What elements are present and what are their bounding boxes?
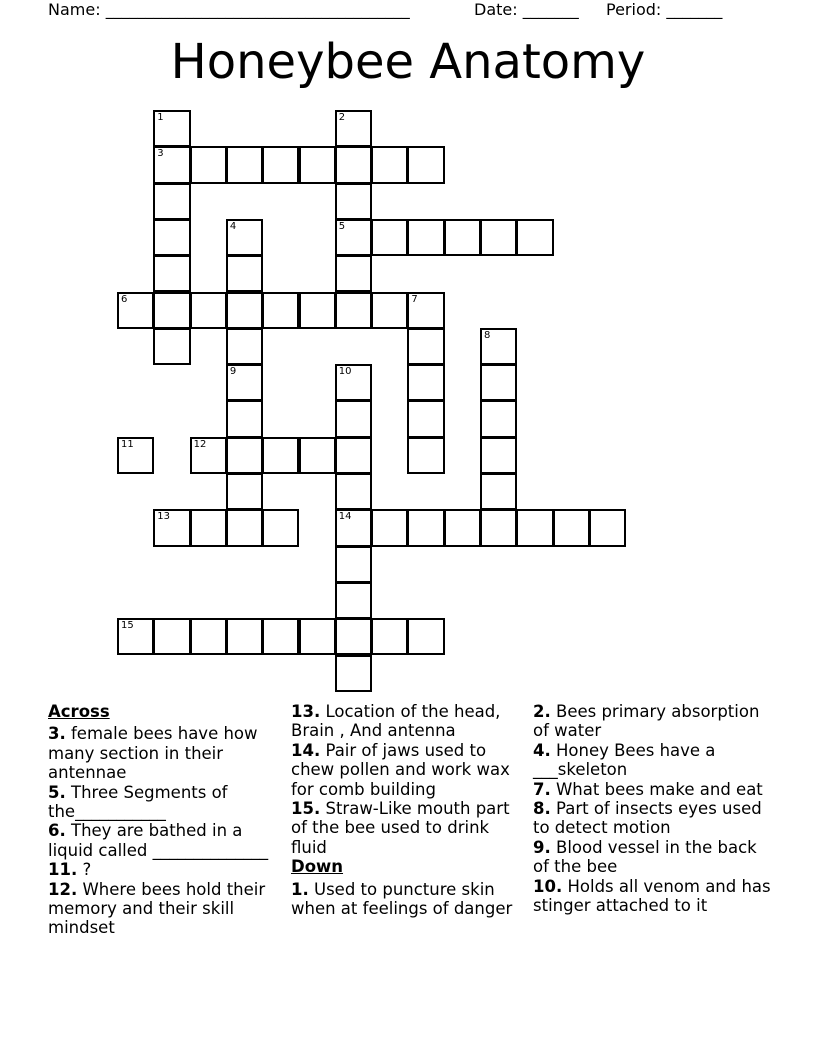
grid-cell[interactable] bbox=[226, 400, 263, 437]
clue-item bbox=[291, 741, 527, 799]
page-title: Honeybee Anatomy bbox=[170, 34, 646, 90]
grid-cell[interactable] bbox=[262, 146, 299, 183]
grid-cell[interactable] bbox=[190, 292, 227, 329]
date-blank: _______ bbox=[522, 0, 579, 19]
clue-item bbox=[533, 741, 773, 780]
clues-column-3 bbox=[533, 702, 773, 915]
grid-cell[interactable] bbox=[480, 364, 517, 401]
grid-cell[interactable] bbox=[516, 219, 553, 256]
grid-cell[interactable] bbox=[407, 400, 444, 437]
clue-item bbox=[533, 799, 773, 838]
grid-cell[interactable] bbox=[226, 618, 263, 655]
grid-cell[interactable] bbox=[371, 146, 408, 183]
grid-cell[interactable] bbox=[335, 582, 372, 619]
clue-number: 5. bbox=[48, 782, 66, 802]
clue-number: 15. bbox=[291, 799, 321, 819]
clue-text: Part of insects eyes used to detect motion bbox=[533, 799, 762, 838]
clue-number: 14. bbox=[291, 740, 321, 760]
clue-text: What bees make and eat bbox=[550, 779, 763, 799]
clue-item bbox=[48, 724, 280, 782]
grid-cell[interactable] bbox=[480, 328, 517, 365]
clue-number-label: 8 bbox=[484, 329, 491, 341]
grid-cell[interactable] bbox=[335, 146, 372, 183]
clue-number: 6. bbox=[48, 821, 66, 841]
grid-cell[interactable] bbox=[226, 437, 263, 474]
grid-cell[interactable] bbox=[153, 146, 190, 183]
period-blank: _______ bbox=[666, 0, 723, 19]
clue-number: 11. bbox=[48, 860, 78, 880]
grid-cell[interactable] bbox=[480, 400, 517, 437]
grid-cell[interactable] bbox=[299, 437, 336, 474]
clue-text: Used to puncture skin when at feelings of danger bbox=[291, 879, 513, 919]
clue-number-label: 3 bbox=[157, 148, 164, 160]
grid-cell[interactable] bbox=[226, 255, 263, 292]
clue-number-label: 11 bbox=[121, 438, 134, 450]
clue-number-label: 5 bbox=[338, 220, 346, 232]
grid-cell[interactable] bbox=[335, 400, 372, 437]
grid-cell[interactable] bbox=[153, 618, 190, 655]
grid-cell[interactable] bbox=[444, 219, 481, 256]
grid-cell[interactable] bbox=[153, 110, 190, 147]
across-heading: Across bbox=[48, 702, 110, 721]
across-clues-list-continued bbox=[291, 702, 527, 857]
grid-cell[interactable] bbox=[153, 292, 190, 329]
clue-item bbox=[48, 783, 280, 822]
date-label: Date: bbox=[474, 0, 518, 19]
clue-item bbox=[48, 880, 280, 938]
clue-text: Bees primary absorption of water bbox=[533, 702, 760, 741]
grid-cell[interactable] bbox=[335, 255, 372, 292]
clue-text: Blood vessel in the back of the bee bbox=[533, 837, 757, 877]
name-blank: ______________________________________ bbox=[105, 0, 410, 19]
grid-cell[interactable] bbox=[335, 437, 372, 474]
grid-cell[interactable] bbox=[553, 509, 590, 546]
clue-item bbox=[291, 799, 527, 857]
name-label: Name: bbox=[48, 0, 101, 19]
grid-cell[interactable] bbox=[335, 292, 372, 329]
grid-cell[interactable] bbox=[153, 509, 190, 546]
clue-item bbox=[291, 702, 527, 741]
clue-number: 7. bbox=[533, 779, 551, 799]
clue-number-label: 1 bbox=[157, 112, 164, 123]
clue-number-label: 10 bbox=[338, 366, 352, 378]
grid-cell[interactable] bbox=[190, 509, 227, 546]
clue-number: 3. bbox=[48, 724, 66, 744]
grid-cell[interactable] bbox=[335, 546, 372, 583]
grid-cell[interactable] bbox=[516, 509, 553, 546]
clue-item bbox=[291, 880, 527, 919]
clue-number: 12. bbox=[48, 879, 78, 899]
clue-number: 10. bbox=[533, 876, 563, 896]
grid-cell[interactable] bbox=[407, 328, 444, 365]
grid-cell[interactable] bbox=[262, 437, 299, 474]
grid-cell[interactable] bbox=[407, 219, 444, 256]
grid-cell[interactable] bbox=[190, 437, 227, 474]
grid-cell[interactable] bbox=[153, 328, 190, 365]
clue-number-label: 6 bbox=[121, 293, 128, 305]
grid-cell[interactable] bbox=[335, 655, 372, 692]
grid-cell[interactable] bbox=[153, 255, 190, 292]
period-label: Period: bbox=[606, 0, 662, 19]
clue-item bbox=[533, 877, 773, 916]
grid-cell[interactable] bbox=[371, 509, 408, 546]
clue-text: Pair of jaws used to chew pollen and work wax for comb building bbox=[291, 740, 510, 799]
grid-cell[interactable] bbox=[407, 292, 444, 329]
clue-text: Location of the head, Brain , And antenna bbox=[291, 702, 501, 741]
grid-cell[interactable] bbox=[226, 328, 263, 365]
clue-text: female bees have how many section in their antennae bbox=[48, 724, 258, 783]
grid-cell[interactable] bbox=[262, 292, 299, 329]
grid-cell[interactable] bbox=[407, 364, 444, 401]
clue-number-label: 4 bbox=[229, 220, 237, 232]
clue-item bbox=[533, 838, 773, 877]
clue-number-label: 13 bbox=[157, 511, 171, 523]
clue-item bbox=[533, 780, 773, 799]
grid-cell[interactable] bbox=[299, 292, 336, 329]
clue-item bbox=[48, 860, 280, 879]
clue-text: Three Segments of the___________ bbox=[48, 782, 228, 822]
clue-text: ? bbox=[77, 860, 92, 880]
grid-cell[interactable] bbox=[335, 473, 372, 510]
clue-text: Holds all venom and has stinger attached to it bbox=[533, 876, 771, 916]
grid-cell[interactable] bbox=[153, 183, 190, 220]
clue-text: Where bees hold their memory and their skill mindset bbox=[48, 879, 266, 938]
grid-cell[interactable] bbox=[589, 509, 626, 546]
grid-cell[interactable] bbox=[335, 110, 372, 147]
grid-cell[interactable] bbox=[335, 364, 372, 401]
grid-cell[interactable] bbox=[335, 183, 372, 220]
grid-cell[interactable] bbox=[371, 292, 408, 329]
grid-cell[interactable] bbox=[444, 509, 481, 546]
grid-cell[interactable] bbox=[117, 437, 154, 474]
grid-cell[interactable] bbox=[407, 618, 444, 655]
grid-cell[interactable] bbox=[190, 618, 227, 655]
clue-text: Straw-Like mouth part of the bee used to drink fluid bbox=[291, 799, 510, 857]
grid-cell[interactable] bbox=[480, 509, 517, 546]
grid-cell[interactable] bbox=[299, 618, 336, 655]
clue-text: Honey Bees have a ___skeleton bbox=[533, 740, 716, 780]
clue-number: 2. bbox=[533, 702, 551, 721]
down-heading: Down bbox=[291, 857, 344, 877]
grid-cell[interactable] bbox=[480, 473, 517, 510]
grid-cell[interactable] bbox=[226, 364, 263, 401]
grid-cell[interactable] bbox=[335, 219, 372, 256]
grid-cell[interactable] bbox=[226, 146, 263, 183]
grid-cell[interactable] bbox=[117, 618, 154, 655]
grid-cell[interactable] bbox=[335, 509, 372, 546]
grid-cell[interactable] bbox=[153, 219, 190, 256]
grid-cell[interactable] bbox=[407, 509, 444, 546]
grid-cell[interactable] bbox=[117, 292, 154, 329]
grid-cell[interactable] bbox=[226, 473, 263, 510]
grid-cell[interactable] bbox=[371, 618, 408, 655]
grid-cell[interactable] bbox=[480, 219, 517, 256]
clues-column-2 bbox=[291, 702, 527, 918]
clue-number: 8. bbox=[533, 799, 551, 819]
down-clues-list-continued bbox=[533, 702, 773, 915]
clue-number: 1. bbox=[291, 879, 309, 899]
grid-cell[interactable] bbox=[262, 509, 299, 546]
grid-cell[interactable] bbox=[226, 292, 263, 329]
grid-cell[interactable] bbox=[299, 146, 336, 183]
clue-number-label: 15 bbox=[121, 620, 134, 632]
grid-cell[interactable] bbox=[226, 509, 263, 546]
clue-number-label: 9 bbox=[229, 366, 237, 378]
grid-cell[interactable] bbox=[480, 437, 517, 474]
grid-cell[interactable] bbox=[407, 437, 444, 474]
clue-text: They are bathed in a liquid called ______________ bbox=[48, 821, 269, 860]
clue-number-label: 7 bbox=[411, 293, 418, 305]
clue-number-label: 14 bbox=[338, 511, 352, 523]
clue-item bbox=[48, 821, 280, 860]
clue-number-label: 12 bbox=[193, 438, 207, 450]
grid-cell[interactable] bbox=[226, 219, 263, 256]
across-clues-list bbox=[48, 724, 280, 937]
grid-cell[interactable] bbox=[335, 618, 372, 655]
clue-number-label: 2 bbox=[338, 112, 346, 123]
down-clues-list bbox=[291, 880, 527, 919]
clue-number: 9. bbox=[533, 837, 551, 857]
clues-column-1 bbox=[48, 702, 280, 938]
clue-number: 4. bbox=[533, 740, 551, 760]
grid-cell[interactable] bbox=[371, 219, 408, 256]
grid-cell[interactable] bbox=[262, 618, 299, 655]
clue-number: 13. bbox=[291, 702, 321, 721]
grid-cell[interactable] bbox=[190, 146, 227, 183]
clue-item bbox=[533, 702, 773, 741]
grid-cell[interactable] bbox=[407, 146, 444, 183]
